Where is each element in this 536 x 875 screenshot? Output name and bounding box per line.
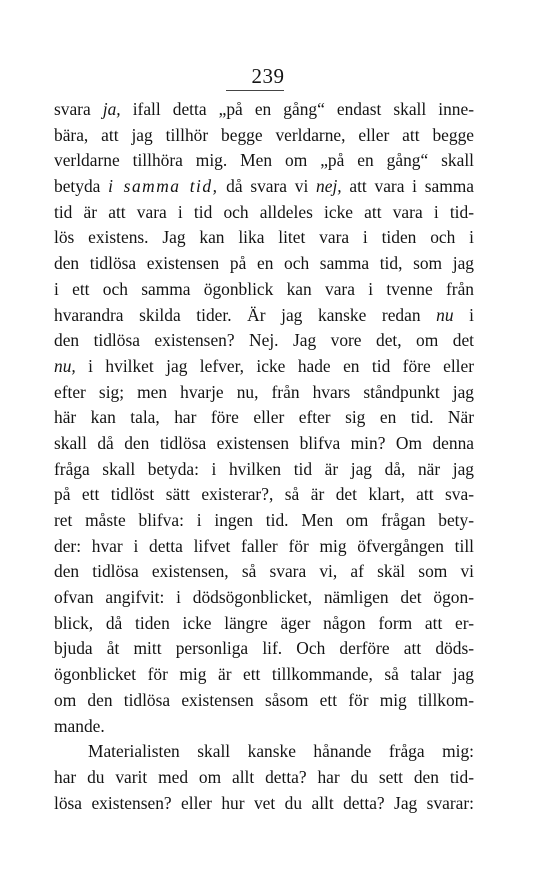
text-run: blick, då tiden icke längre äger någon form att er- xyxy=(54,612,474,633)
header-rule xyxy=(226,90,284,91)
text-line xyxy=(54,148,474,174)
text-run: då svara vi xyxy=(218,176,317,197)
text-line xyxy=(54,739,474,765)
text-line xyxy=(54,662,474,688)
text-line xyxy=(54,585,474,611)
text-line xyxy=(54,636,474,662)
text-run: lös existens. Jag kan lika litet vara i tiden och i xyxy=(54,227,474,248)
text-run: här kan tala, har före eller efter sig en tid. När xyxy=(54,407,474,428)
text-run: ifall detta „på en gång“ endast skall inne- xyxy=(120,99,474,119)
emphasized-text: ja, xyxy=(102,99,121,119)
text-line xyxy=(54,508,474,534)
text-line xyxy=(54,457,474,483)
text-line xyxy=(54,482,474,508)
text-run: att vara i samma xyxy=(341,176,474,197)
text-line xyxy=(54,123,474,149)
text-run: ofvan angifvit: i dödsögonblicket, nämligen det ögon- xyxy=(54,587,474,608)
text-line xyxy=(54,97,474,123)
text-run: bjuda åt mitt personliga lif. Och derföre att döds- xyxy=(54,638,474,659)
text-line xyxy=(54,251,474,277)
text-run: i hvilket jag lefver, icke hade en tid före eller xyxy=(75,355,474,376)
text-run: der: hvar i detta lifvet faller för mig öfvergången till xyxy=(54,535,474,556)
text-run: den tidlösa existensen på en och samma tid, som jag xyxy=(54,253,474,274)
text-line xyxy=(54,534,474,560)
text-run: mande. xyxy=(54,715,105,736)
text-run: svara xyxy=(54,99,103,119)
text-line xyxy=(54,174,474,200)
text-run: lösa existensen? eller hur vet du allt detta? Jag svarar: xyxy=(54,792,474,813)
scan-noise xyxy=(366,778,446,784)
text-run: Materialisten skall kanske hånande fråga mig: xyxy=(88,741,474,762)
text-line xyxy=(54,303,474,329)
text-line xyxy=(54,611,474,637)
text-run: bära, att jag tillhör begge verldarne, eller att begge xyxy=(54,124,474,145)
text-line xyxy=(54,791,474,817)
text-line xyxy=(54,354,474,380)
emphasized-text: i samma tid, xyxy=(108,176,219,197)
text-run: ret måste blifva: i ingen tid. Men om frågan bety- xyxy=(54,510,474,530)
text-run: hvarandra skilda tider. Är jag kanske redan xyxy=(54,304,437,325)
text-line xyxy=(54,225,474,251)
text-line xyxy=(54,431,474,457)
emphasized-text: nu, xyxy=(54,355,76,376)
text-run: verldarne tillhöra mig. Men om „på en gång“ skall xyxy=(54,150,474,171)
text-run: i ett och samma ögonblick kan vara i tvenne från xyxy=(54,278,474,299)
text-run: fråga skall betyda: i hvilken tid är jag då, när jag xyxy=(54,458,474,479)
text-run: skall då den tidlösa existensen blifva min? Om denna xyxy=(54,432,474,453)
page-number: 239 xyxy=(251,64,285,88)
text-run: efter sig; men hvarje nu, från hvars ståndpunkt jag xyxy=(54,381,474,402)
text-line xyxy=(54,277,474,303)
text-line xyxy=(54,328,474,354)
body-text xyxy=(54,97,474,816)
text-line xyxy=(54,688,474,714)
text-run: på ett tidlöst sätt existerar?, så är det klart, att sva- xyxy=(54,484,474,505)
text-run: tid är att vara i tid och alldeles icke att vara i tid- xyxy=(54,201,474,222)
text-line xyxy=(54,200,474,226)
text-run: den tidlösa existensen? Nej. Jag vore det, om det xyxy=(54,330,474,351)
text-line xyxy=(54,380,474,406)
text-run: i xyxy=(453,304,474,325)
text-run: den tidlösa existensen, så svara vi, af skäl som vi xyxy=(54,561,474,582)
text-run: ögonblicket för mig är ett tillkommande, så talar jag xyxy=(54,664,474,685)
text-run: har du varit med om allt detta? har du sett den tid- xyxy=(54,766,474,787)
text-run: om den tidlösa existensen såsom ett för mig tillkom- xyxy=(54,689,474,710)
text-line xyxy=(54,714,474,740)
text-line xyxy=(54,405,474,431)
text-line xyxy=(54,559,474,585)
text-run: betyda xyxy=(54,176,109,197)
emphasized-text: nej, xyxy=(316,176,342,197)
emphasized-text: nu xyxy=(436,304,454,325)
